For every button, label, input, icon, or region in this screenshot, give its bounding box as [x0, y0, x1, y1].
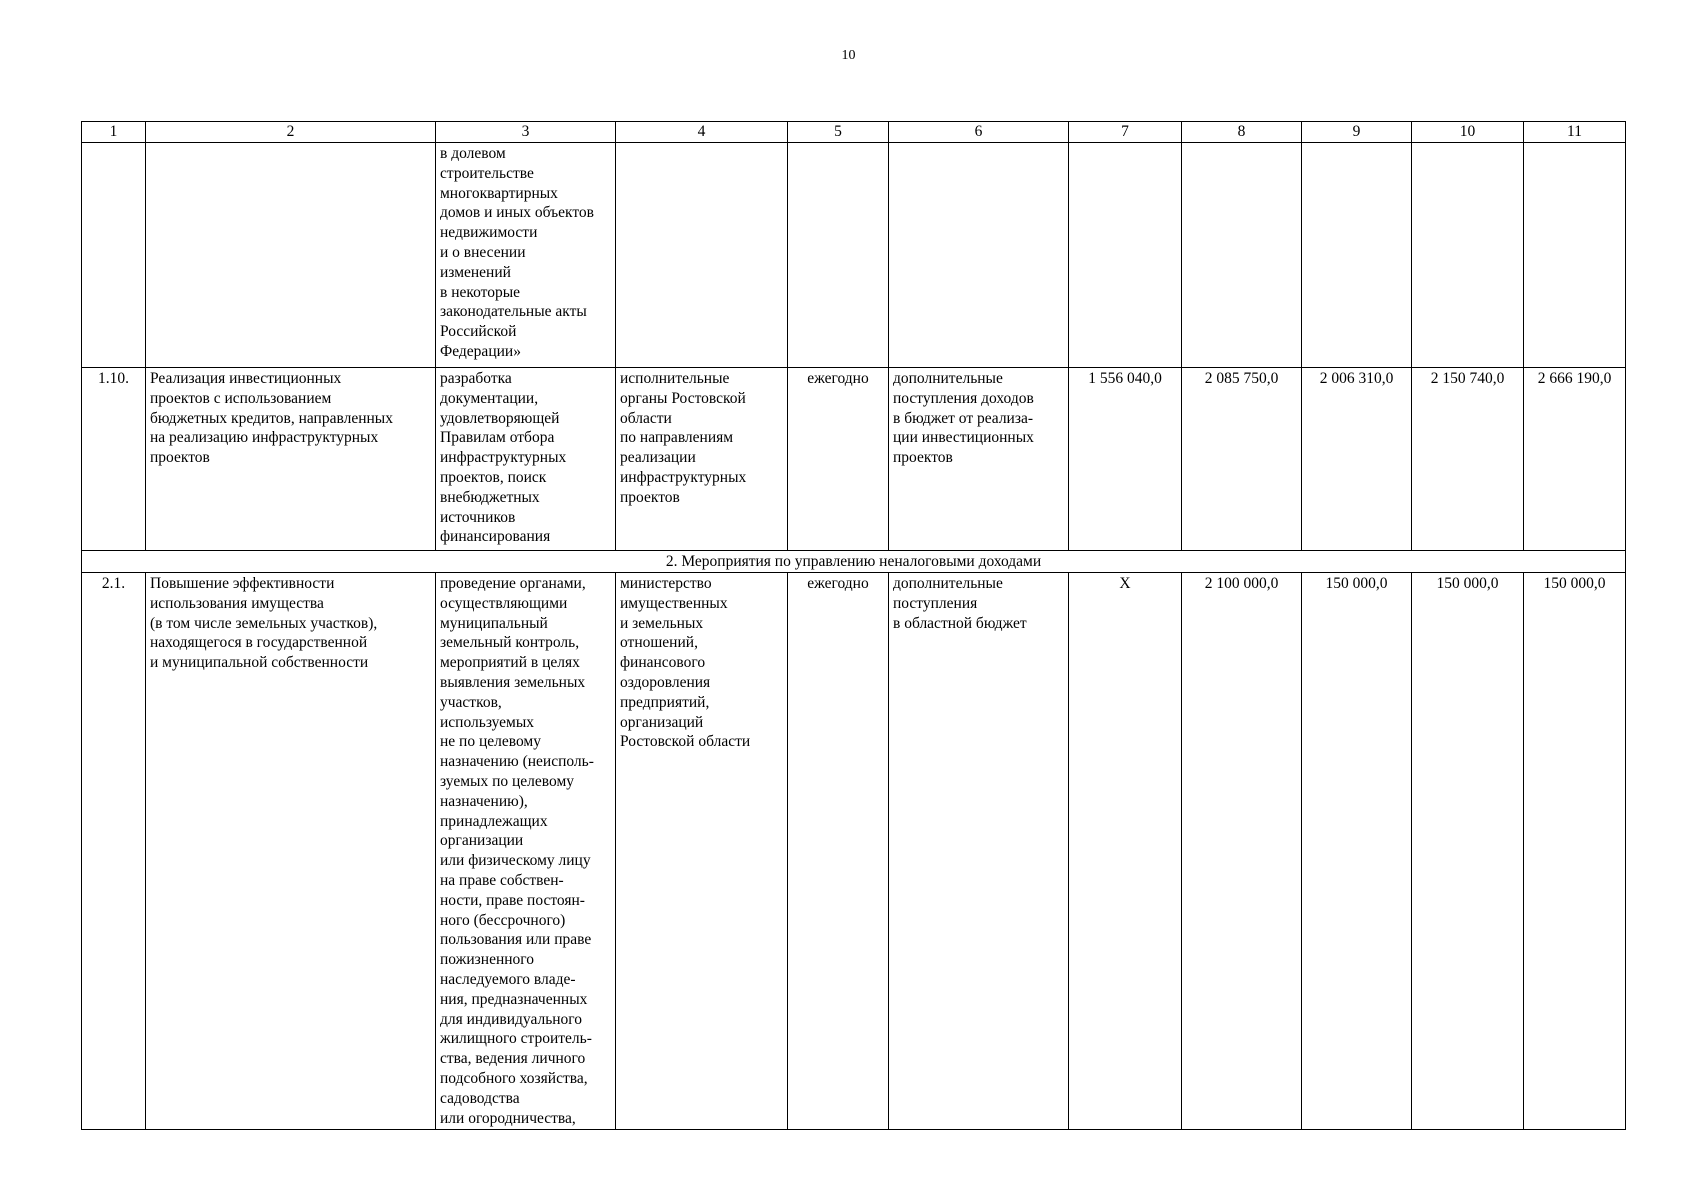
cell-empty	[1069, 143, 1182, 368]
cell-empty	[146, 143, 436, 368]
column-header-9: 9	[1302, 122, 1412, 143]
column-number-row	[82, 122, 1626, 143]
value-col-10: 150 000,0	[1412, 573, 1524, 1130]
value-col-7: 1 556 040,0	[1069, 368, 1182, 551]
column-header-7: 7	[1069, 122, 1182, 143]
measure-executor: министерство имущественных и земельных отношений, финансового оздоровления предприятий, организаций Ростовской области	[616, 573, 788, 1130]
value-col-11: 150 000,0	[1524, 573, 1626, 1130]
row-number: 2.1.	[82, 573, 146, 1130]
column-header-2: 2	[146, 122, 436, 143]
table-row-1-10	[82, 368, 1626, 551]
value-col-10: 2 150 740,0	[1412, 368, 1524, 551]
measure-name: Повышение эффективности использования имущества (в том числе земельных участков), находящегося в государственной и муниципальной собственности	[146, 573, 436, 1130]
measure-name: Реализация инвестиционных проектов с использованием бюджетных кредитов, направленных на реализацию инфраструктурных проектов	[146, 368, 436, 551]
page-number: 10	[841, 48, 856, 63]
table-row-continuation	[82, 143, 1626, 368]
column-header-8: 8	[1182, 122, 1302, 143]
measure-period: ежегодно	[788, 573, 889, 1130]
row-number: 1.10.	[82, 368, 146, 551]
column-header-1: 1	[82, 122, 146, 143]
measure-action: разработка документации, удовлетворяющей Правилам отбора инфраструктурных проектов, поиск внебюджетных источников финансирования	[436, 368, 616, 551]
value-col-7: X	[1069, 573, 1182, 1130]
cell-empty	[1182, 143, 1302, 368]
measure-period: ежегодно	[788, 368, 889, 551]
cell-empty	[1302, 143, 1412, 368]
value-col-8: 2 100 000,0	[1182, 573, 1302, 1130]
measure-action: проведение органами, осуществляющими муниципальный земельный контроль, мероприятий в целях выявления земельных участков, используемых не по целевому назначению (неисполь- зуемых по целевому назначению), принадлежащих организации или физическому лицу на праве собствен- ности, праве постоян- ного (бессрочного) пользования или праве пожизненного наследуемого владе- ния, предназначенных для индивидуального жилищного строитель- ства, ведения личного подсобного хозяйства, садоводства или огородничества,	[436, 573, 616, 1130]
value-col-11: 2 666 190,0	[1524, 368, 1626, 551]
measure-executor: исполнительные органы Ростовской области по направлениям реализации инфраструктурных проектов	[616, 368, 788, 551]
cell-empty	[788, 143, 889, 368]
column-header-4: 4	[616, 122, 788, 143]
cell-empty	[1412, 143, 1524, 368]
section-title: 2. Мероприятия по управлению неналоговыми доходами	[82, 551, 1626, 573]
column-header-6: 6	[889, 122, 1069, 143]
cell-empty	[82, 143, 146, 368]
column-header-3: 3	[436, 122, 616, 143]
section-heading-row	[82, 551, 1626, 573]
value-col-8: 2 085 750,0	[1182, 368, 1302, 551]
value-col-9: 2 006 310,0	[1302, 368, 1412, 551]
cell-empty	[616, 143, 788, 368]
column-header-5: 5	[788, 122, 889, 143]
column-header-10: 10	[1412, 122, 1524, 143]
measure-result: дополнительные поступления в областной бюджет	[889, 573, 1069, 1130]
cell-action-continuation: в долевом строительстве многоквартирных домов и иных объектов недвижимости и о внесении изменений в некоторые законодательные акты Российской Федерации»	[436, 143, 616, 368]
measure-result: дополнительные поступления доходов в бюджет от реализа- ции инвестиционных проектов	[889, 368, 1069, 551]
cell-empty	[889, 143, 1069, 368]
value-col-9: 150 000,0	[1302, 573, 1412, 1130]
measures-table	[81, 121, 1626, 1130]
column-header-11: 11	[1524, 122, 1626, 143]
table-row-2-1	[82, 573, 1626, 1130]
cell-empty	[1524, 143, 1626, 368]
